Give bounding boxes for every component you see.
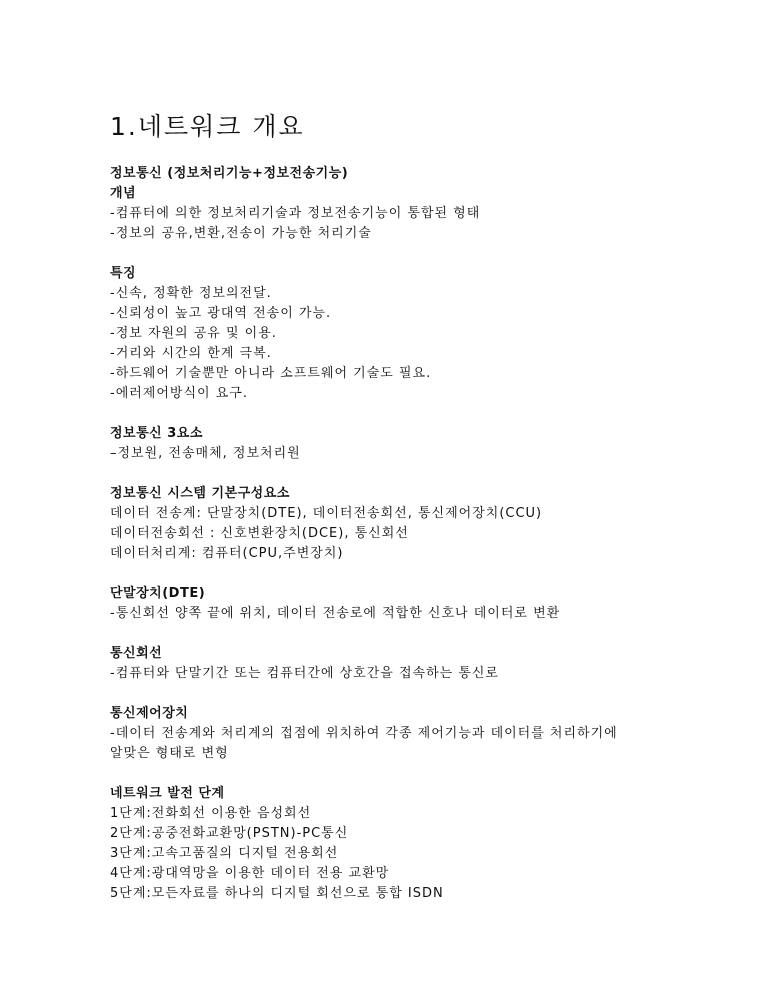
section: [110, 584, 670, 624]
body-line: -컴퓨터와 단말기간 또는 컴퓨터간에 상호간을 접속하는 통신로: [110, 666, 499, 681]
body-line: 2단계:공중전화교환망(PSTN)-PC통신: [110, 826, 349, 841]
body-line: -정보의 공유,변환,전송이 가능한 처리기술: [110, 226, 372, 241]
document-title: 1.네트워크 개요: [110, 112, 305, 141]
section-heading: 단말장치(DTE): [110, 586, 206, 601]
body-line: -신속, 정확한 정보의전달.: [110, 286, 272, 301]
body-line: -데이터 전송계와 처리계의 접점에 위치하여 각종 제어기능과 데이터를 처리하기에: [110, 726, 618, 741]
body-line: 5단계:모든자료를 하나의 디지털 회선으로 통합 ISDN: [110, 886, 444, 901]
section-heading: 통신제어장치: [110, 706, 189, 721]
body-line: 알맞은 형태로 변형: [110, 746, 229, 761]
section: [110, 644, 670, 684]
body-line: 3단계:고속고품질의 디지털 전용회선: [110, 846, 339, 861]
section: [110, 424, 670, 464]
body-line: 데이터처리계: 컴퓨터(CPU,주변장치): [110, 546, 344, 561]
section: [110, 784, 670, 904]
body-line: -거리와 시간의 한계 극복.: [110, 346, 272, 361]
document-body: [110, 164, 670, 904]
body-line: -정보 자원의 공유 및 이용.: [110, 326, 277, 341]
section-heading: 정보통신 (정보처리기능+정보전송기능): [110, 166, 349, 181]
section: [110, 704, 670, 764]
section-heading: 개념: [110, 186, 137, 201]
body-line: 1단계:전화회선 이용한 음성회선: [110, 806, 312, 821]
body-line: -하드웨어 기술뿐만 아니라 소프트웨어 기술도 필요.: [110, 366, 432, 381]
body-line: 4단계:광대역망을 이용한 데이터 전용 교환망: [110, 866, 390, 881]
body-line: –정보원, 전송매체, 정보처리원: [110, 446, 301, 461]
section-heading: 네트워크 발전 단계: [110, 786, 225, 801]
body-line: 데이터 전송계: 단말장치(DTE), 데이터전송회선, 통신제어장치(CCU): [110, 506, 543, 521]
section: [110, 264, 670, 404]
section-heading: 정보통신 시스템 기본구성요소: [110, 486, 290, 501]
body-line: -에러제어방식이 요구.: [110, 386, 248, 401]
body-line: -컴퓨터에 의한 정보처리기술과 정보전송기능이 통합된 형태: [110, 206, 481, 221]
body-line: -통신회선 양쪽 끝에 위치, 데이터 전송로에 적합한 신호나 데이터로 변환: [110, 606, 561, 621]
body-line: -신뢰성이 높고 광대역 전송이 가능.: [110, 306, 332, 321]
section-heading: 통신회선: [110, 646, 163, 661]
section: [110, 164, 670, 244]
section-heading: 특징: [110, 266, 137, 281]
document-page: [110, 112, 670, 924]
section-heading: 정보통신 3요소: [110, 426, 203, 441]
body-line: 데이터전송회선 : 신호변환장치(DCE), 통신회선: [110, 526, 409, 541]
section: [110, 484, 670, 564]
